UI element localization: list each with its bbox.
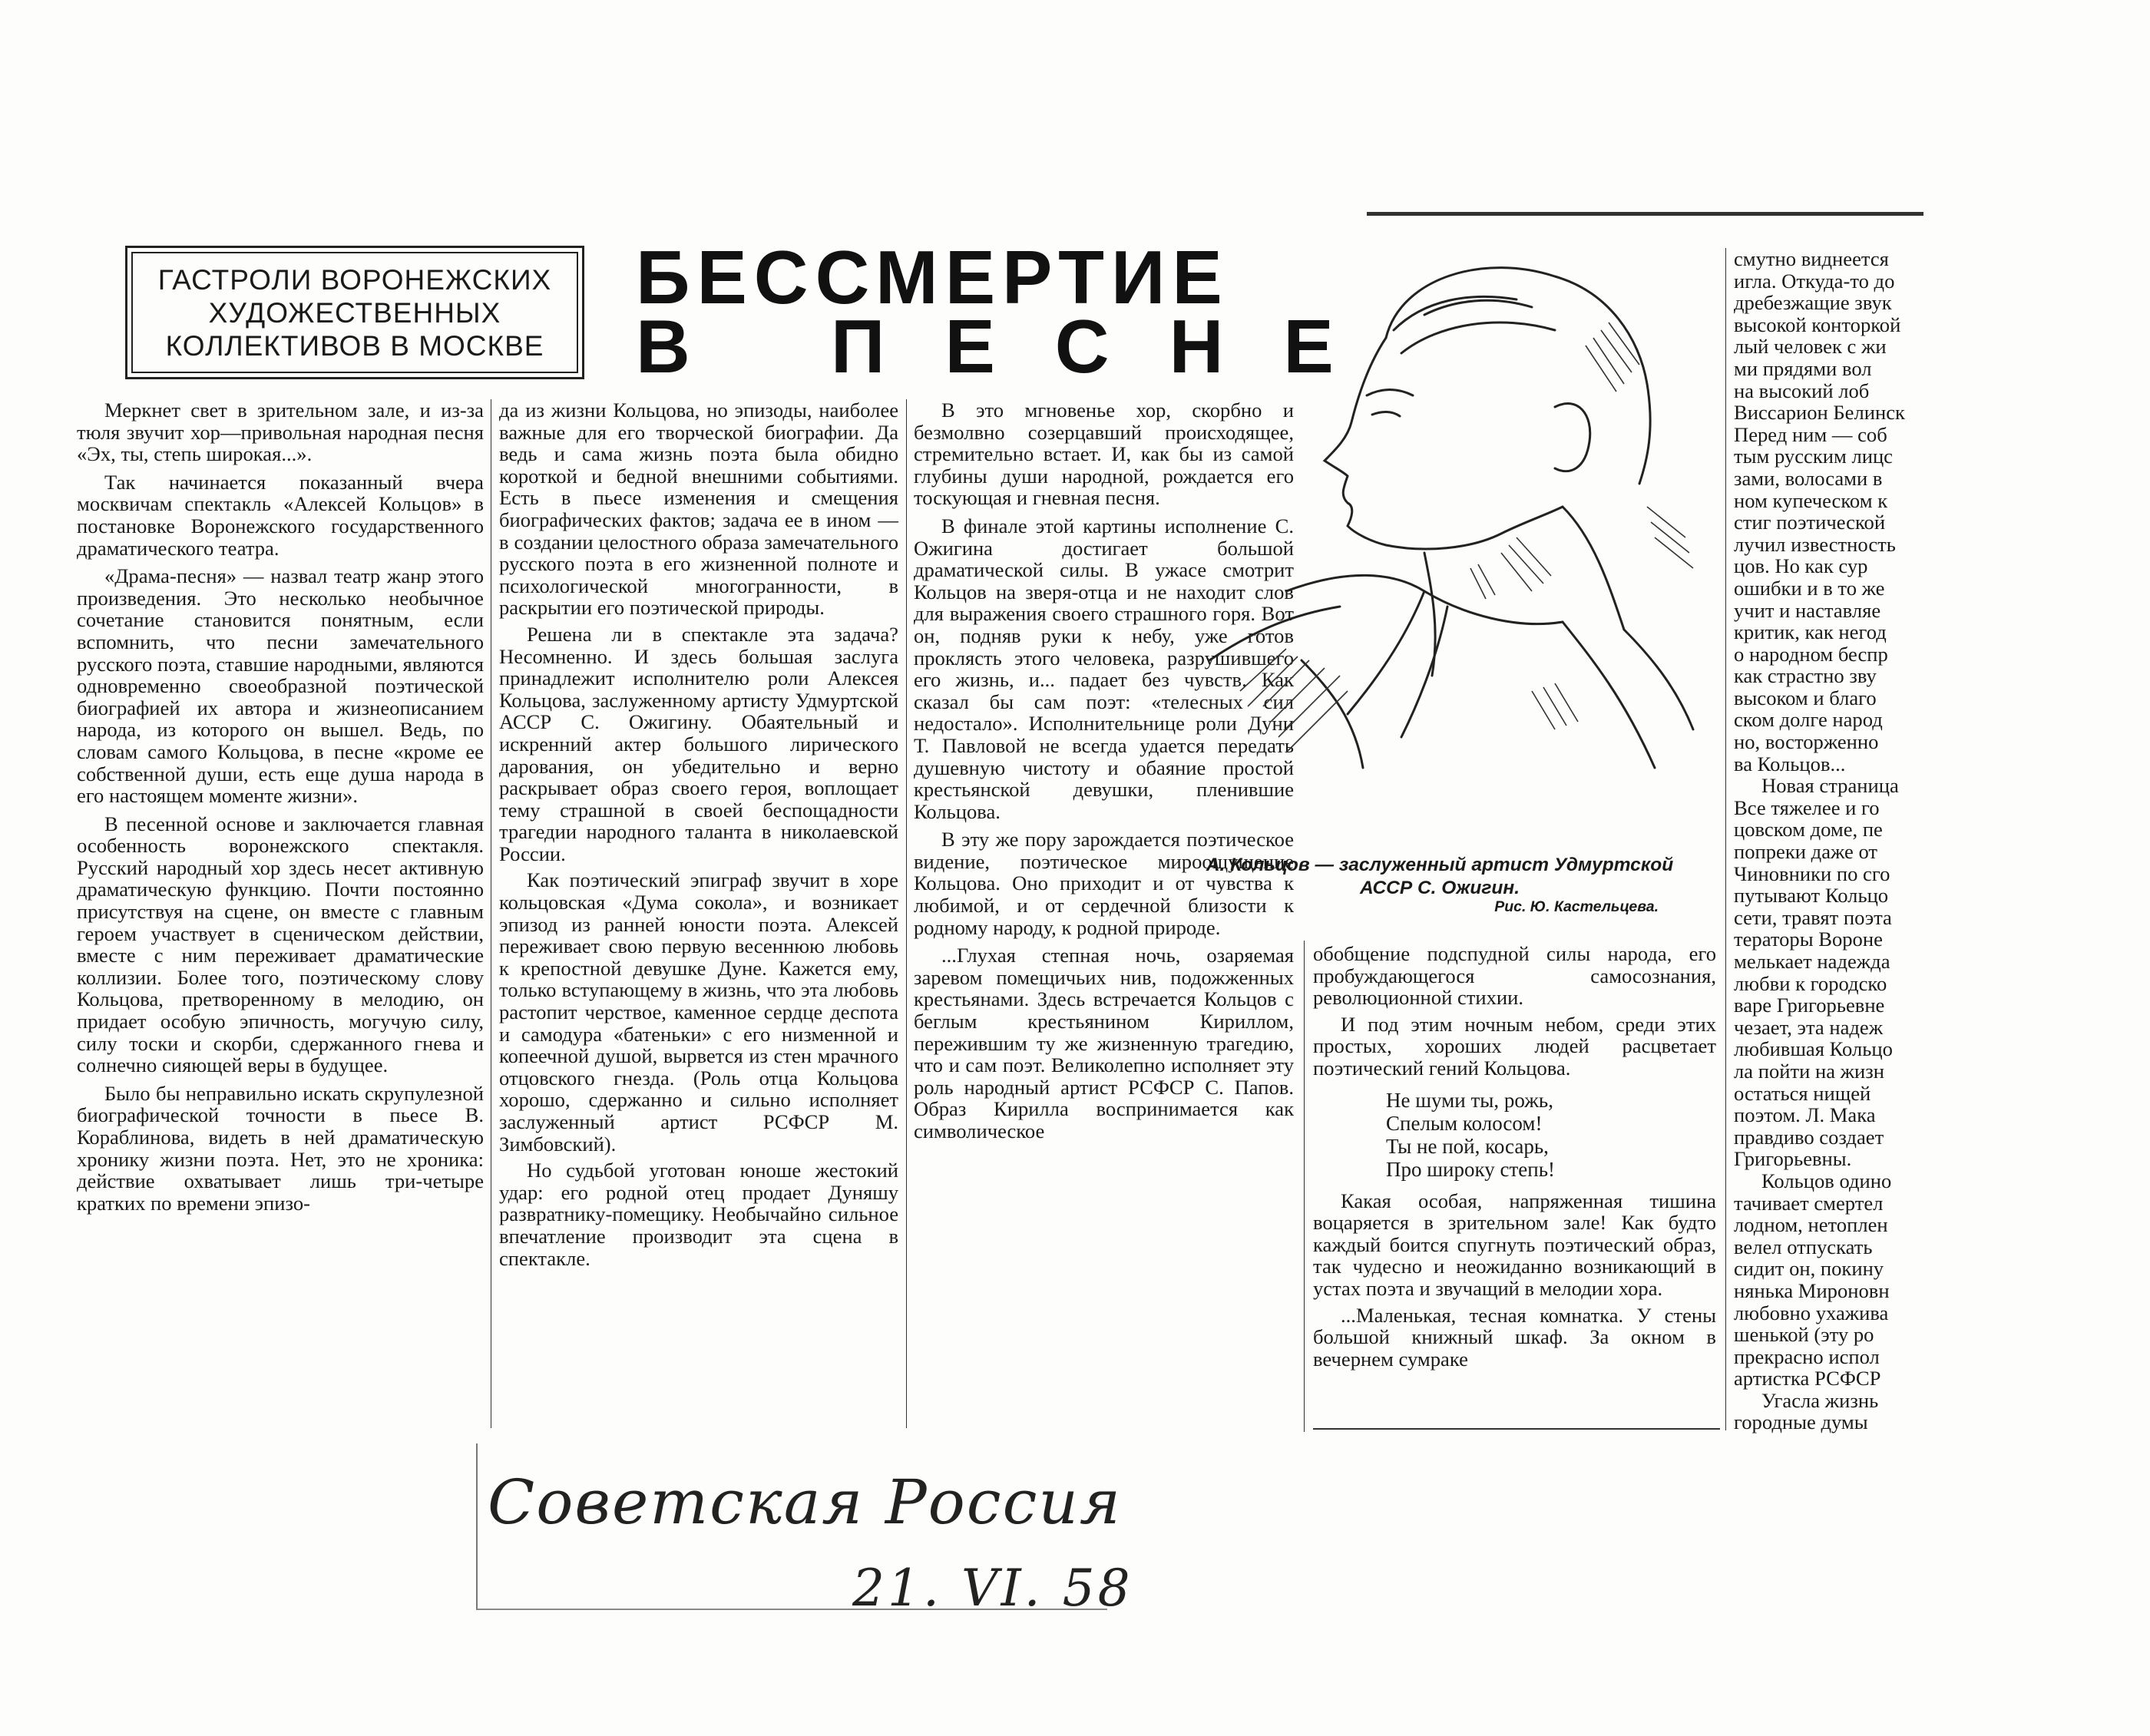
column-5-line: Перед ним — соб: [1734, 422, 1887, 446]
column-5-line: ми прядями вол: [1734, 356, 1872, 380]
column-5-line: велел отпускать: [1734, 1235, 1873, 1258]
rubric-line: КОЛЛЕКТИВОВ В МОСКВЕ: [165, 329, 544, 362]
column-5-line: любовно ухажива: [1734, 1301, 1889, 1324]
rubric-line: ГАСТРОЛИ ВОРОНЕЖСКИХ: [157, 263, 552, 296]
column-5-line: зами, волосами в: [1734, 466, 1883, 490]
paragraph: В эту же пору зарождается поэтическое видение, поэтическое мироощущение Кольцова. Оно приходит и от чувства к любимой, и от сердечной близости к родному народу, к родной природе.: [914, 828, 1294, 939]
column-5-line: правдиво создает: [1734, 1125, 1884, 1149]
column-5-line: остаться нищей: [1734, 1081, 1871, 1105]
column-5-line: поэтом. Л. Мака: [1734, 1103, 1876, 1127]
column-5-line: ла пойти на жизн: [1734, 1059, 1885, 1083]
column-5-line: любившая Кольцо: [1734, 1037, 1893, 1061]
rubric-line: ХУДОЖЕСТВЕННЫХ: [208, 296, 501, 329]
column-rule: [1304, 941, 1305, 1432]
column-5-line: тераторы Вороне: [1734, 928, 1883, 951]
poem-line: Ты не пой, косарь,: [1386, 1134, 1549, 1158]
column-5-line: Виссарион Белинск: [1734, 401, 1905, 425]
illustration-caption: А. Кольцов — заслуженный артист Удмуртской АССР С. Ожигин.: [1206, 855, 1674, 898]
illustration-credit: Рис. Ю. Кастельцева.: [1494, 898, 1659, 915]
column-rule: [906, 399, 907, 1428]
paragraph: Так начинается показанный вчера москвичам спектакль «Алексей Кольцов» в постановке Воронежского государственного драматического театра.: [77, 470, 484, 560]
column-5-line: Григорьевны.: [1734, 1147, 1852, 1171]
column-5-line: Кольцов одино: [1761, 1169, 1892, 1192]
headline-line-2: В ПЕСНЕ: [636, 304, 1394, 389]
column-5-line: варе Григорьевне: [1734, 994, 1885, 1017]
poem-line: Про широку степь!: [1386, 1157, 1555, 1181]
paragraph: Но судьбой уготован юноше жестокий удар: его родной отец продает Дуняшу развратнику-помещику. Необычайно сильное впечатление производит эта сцена в спектакле.: [499, 1159, 898, 1270]
article-column-4: [1313, 943, 1716, 1370]
column-5-line: прекрасно испол: [1734, 1344, 1880, 1368]
column-5-line: но, восторженно: [1734, 730, 1879, 754]
column-5-line: ском долге народ: [1734, 708, 1883, 732]
column-5-line: игла. Откуда-то до: [1734, 269, 1895, 293]
poem-line: Спелым колосом!: [1386, 1111, 1543, 1135]
column-5-line: ошибки и в то же: [1734, 576, 1885, 600]
portrait-illustration: [1194, 230, 1720, 829]
column-5-line: Новая страница: [1761, 774, 1899, 798]
column-5-line: городные думы: [1734, 1410, 1868, 1434]
column-5-line: тым русским лицс: [1734, 445, 1893, 468]
column-5-line: ном купеческом к: [1734, 488, 1888, 512]
paragraph: ...Глухая степная ночь, озаряемая заревом помещичьих нив, подожженных крестьянами. Здесь встречается Кольцов с беглым крестьянином Кириллом, пережившим ту же жизненную трагедию, что и сам поэт. Великолепно исполняет эту роль народный артист РСФСР С. Папов. Образ Кирилла воспринимается как символическое: [914, 944, 1294, 1142]
column-5-line: сидит он, покину: [1734, 1257, 1884, 1281]
column-5-line: ва Кольцов...: [1734, 752, 1846, 775]
column-5-line: лый человек с жи: [1734, 335, 1887, 359]
column-5-line: стиг поэтической: [1734, 511, 1886, 534]
article-column-2: [499, 399, 898, 1269]
paragraph: И под этим ночным небом, среди этих простых, хороших людей расцветает поэтический гений Кольцова.: [1313, 1012, 1716, 1080]
column-rule: [1725, 248, 1726, 1430]
column-5-line: смутно виднеется: [1734, 248, 1889, 270]
column-5-line: высоком и благо: [1734, 686, 1877, 709]
column-5-line: лодном, нетоплен: [1734, 1213, 1888, 1237]
column-5-line: о народном беспр: [1734, 642, 1888, 666]
paragraph: ...Маленькая, тесная комнатка. У стены большой книжный шкаф. За окном в вечернем сумраке: [1313, 1303, 1716, 1371]
article-column-1: [77, 399, 484, 1214]
column-5-line: нянька Мироновн: [1734, 1278, 1890, 1302]
paragraph: Было бы неправильно искать скрупулезной биографической точности в пьесе В. Кораблинова, видеть в ней драматическую хронику жизни поэта. Нет, это не хроника: действие охватывает лишь три-четыре кратких по времени эпизо-: [77, 1081, 484, 1215]
handwritten-newspaper-name: Советская Россия: [488, 1467, 1122, 1538]
column-5-line: критик, как негод: [1734, 620, 1887, 644]
column-5-line: цовском доме, пе: [1734, 818, 1883, 842]
paragraph: Решена ли в спектакле эта задача? Несомненно. И здесь большая заслуга принадлежит исполнителю роли Алексея Кольцова, заслуженному артисту Удмуртской АССР С. Ожигину. Обаятельный и искренний актер большого лирического дарования, он убедительно и верно раскрывает образ своего героя, воплощает тему страшной в своей беспощадности трагедии народного таланта в николаевской России.: [499, 622, 898, 865]
paragraph: обобщение подспудной силы народа, его пробуждающегося самосознания, революционной стихии.: [1313, 942, 1716, 1010]
column-5-line: тачивает смертел: [1734, 1191, 1884, 1215]
column-5-line: учит и наставляе: [1734, 598, 1881, 622]
headline-line-1: БЕССМЕРТИЕ: [636, 235, 1229, 319]
column-5-line: шенькой (эту ро: [1734, 1323, 1874, 1347]
column-5-line: на высокий лоб: [1734, 379, 1870, 402]
column-5-line: Угасла жизнь: [1761, 1388, 1879, 1412]
column-5-line: сети, травят поэта: [1734, 905, 1892, 929]
column-5-line: как страстно зву: [1734, 664, 1877, 688]
article-column-5-truncated: [1734, 248, 1941, 1433]
top-rule: [1367, 212, 1923, 216]
column-5-line: Все тяжелее и го: [1734, 795, 1880, 819]
poem-line: Не шуми ты, рожь,: [1386, 1088, 1553, 1112]
poem-quote: [1386, 1089, 1716, 1181]
paragraph: Меркнет свет в зрительном зале, и из-за тюля звучит хор—привольная народная песня «Эх, ты, степь широкая...».: [77, 398, 484, 466]
paragraph: В песенной основе и заключается главная особенность воронежского спектакля. Русский народный хор здесь несет активную драматическую функцию. Почти постоянно присутствуя на сцене, он вместе с главным героем участвует в сценическом действии, вместе с ним переживает драматические коллизии. Более того, поэтическому слову Кольцова, претворенному в мелодию, он придает особую эпичность, могучую силу, силу тоски и скорби, сдержанного гнева и солнечно сияющей веры в будущее.: [77, 812, 484, 1077]
paragraph: «Драма-песня» — назвал театр жанр этого произведения. Это несколько необычное сочетание становится понятным, если вспомнить, что песни замечательного русского поэта, ставшие народными, являются одновременно своеобразной поэтической биографией их автора и жизнеописанием народа, из которого он вышел. Ведь, по словам самого Кольцова, в песне «кроме ее собственной души, есть еще душа народа в его настоящем моменте жизни».: [77, 564, 484, 808]
handwritten-date: 21. VI. 58: [852, 1559, 1133, 1618]
column-5-line: дребезжащие звук: [1734, 291, 1892, 315]
paragraph: да из жизни Кольцова, но эпизоды, наиболее важные для его творческой биографии. Да ведь и сама жизнь поэта была обидно короткой и бедной внешними событиями. Есть в пьесе изменения и смещения биографических фактов; задача ее в ином — в создании целостного образа замечательного русского поэта в его жизненной полноте и психологической многогранности, в раскрытии его поэтической природы.: [499, 398, 898, 620]
column-5-line: любви к городско: [1734, 971, 1887, 995]
column-5-line: артистка РСФСР: [1734, 1367, 1881, 1390]
column-5-line: чезает, эта надеж: [1734, 1015, 1884, 1039]
paragraph: В финале этой картины исполнение С. Ожигина достигает большой драматической силы. В ужасе смотрит Кольцов на зверя-отца и не находит слов для выражения своего страшного горя. Вот он, подняв руки к небу, уже готов проклясть этого человека, разрушившего его жизнь, и... падает без чувств. Как сказал бы сам поэт: «телесных сил недостало». Исполнительнице роли Дуни Т. Павловой не всегда удается передать душевную чистоту и обаяние простой крестьянской девушки, пленившие Кольцова.: [914, 514, 1294, 823]
column-5-line: Чиновники по сго: [1734, 861, 1890, 885]
paragraph: Как поэтический эпиграф звучит в хоре кольцовская «Дума сокола», и возникает эпизод из ранней юности поэта. Алексей переживает свою первую весеннюю любовь к крепостной девушке Дуне. Кажется ему, только вступающему в жизнь, что эта любовь растопит черствое, каменное сердце деспота и самодура «батеньки» с его низменной и копеечной душой, вырвется из стен мрачного отцовского гнезда. (Роль отца Кольцова хорошо, сдержанно и сильно исполняет заслуженный артист РСФСР М. Зимбовский).: [499, 868, 898, 1156]
column-5-line: высокой конторкой: [1734, 312, 1901, 336]
column-5-line: попреки даже от: [1734, 840, 1878, 864]
column-5-line: цов. Но как сур: [1734, 554, 1868, 578]
column-5-line: лучил известность: [1734, 532, 1896, 556]
paragraph: В это мгновенье хор, скорбно и безмолвно созерцавший происходящее, стремительно встает. И, как бы из самой глубины души народной, рождается его тоскующая и гневная песня.: [914, 398, 1294, 510]
column-5-line: мелькает надежда: [1734, 950, 1890, 973]
rubric-inner-frame: [131, 252, 578, 373]
column-5-line: путывают Кольцо: [1734, 884, 1889, 908]
rubric-box: [125, 246, 584, 379]
column-bottom-rule: [1313, 1428, 1720, 1430]
paragraph: Какая особая, напряженная тишина воцаряется в зрительном зале! Как будто каждый боится спугнуть поэтический образ, так чудесно и неожиданно возникающий в устах поэта и звучащий в мелодии хора.: [1313, 1189, 1716, 1300]
